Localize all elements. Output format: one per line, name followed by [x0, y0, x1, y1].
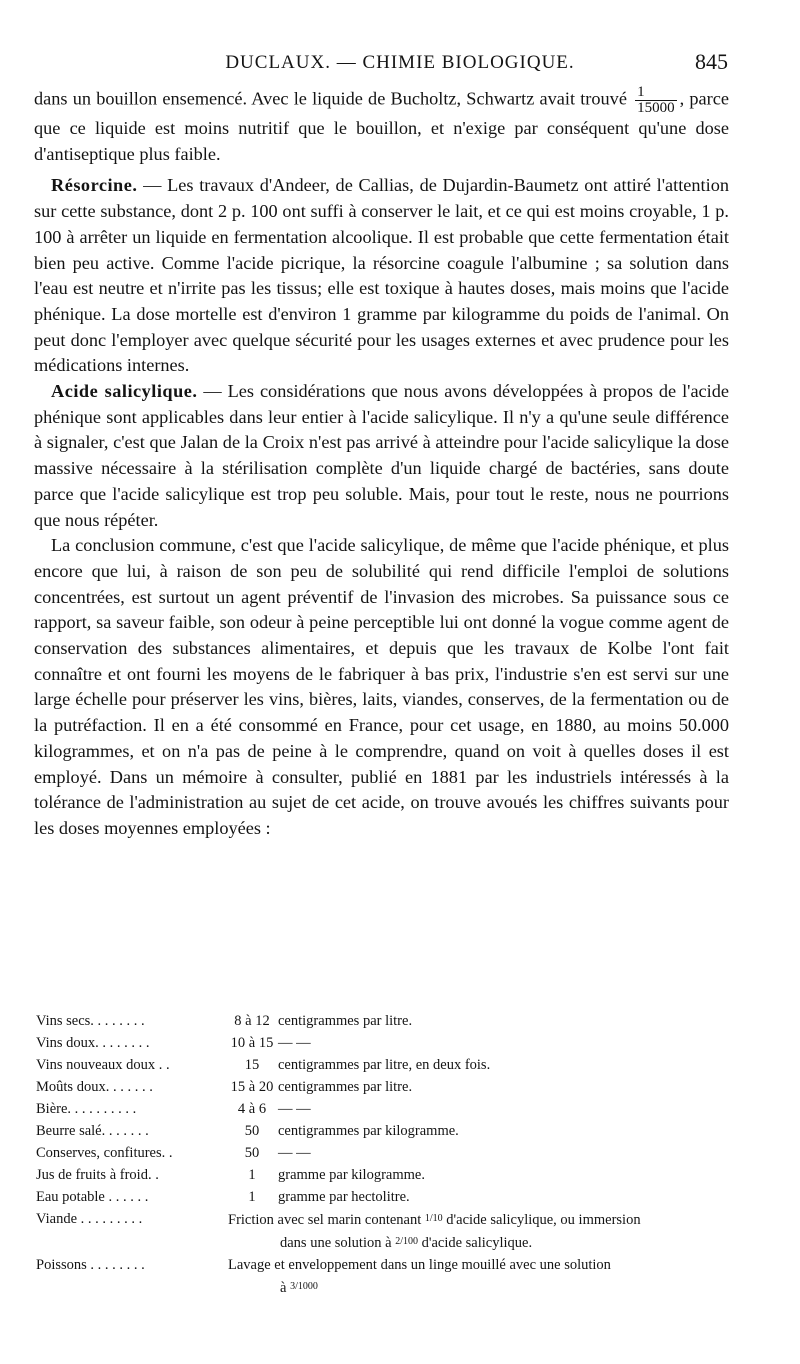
table-row [36, 1142, 746, 1164]
viande-line-1 [226, 1208, 746, 1231]
table-cell: Beurre salé. . . . . . . [36, 1123, 149, 1139]
paragraph-text: , parce que ce liquide est moins nutritif que le bouillon, et n'exige par conséquent qu'une dose d'antiseptique plus faible. [34, 88, 729, 164]
table-row [36, 1098, 746, 1120]
table-cell: Poissons . . . . . . . . [36, 1257, 145, 1273]
table-cell [226, 1208, 746, 1254]
fraction [635, 85, 677, 116]
table-cell: 1 [248, 1167, 256, 1183]
table-cell: 4 à 6 [237, 1101, 267, 1117]
table-cell: Vins nouveaux doux . . [36, 1057, 170, 1073]
table-cell: 15 [244, 1057, 260, 1073]
table-cell: gramme par hectolitre. [278, 1189, 410, 1205]
table-cell: Conserves, confitures. . [36, 1145, 173, 1161]
table-cell: Bière. . . . . . . . . . [36, 1101, 137, 1117]
text-span: Friction avec sel marin contenant [228, 1212, 422, 1228]
table-row [36, 1186, 746, 1208]
section-heading-resorcine: Résorcine. [51, 175, 138, 196]
table-cell: centigrammes par litre, en deux fois. [278, 1057, 491, 1073]
paragraph-bouillon [34, 85, 729, 167]
table-row [36, 1208, 746, 1254]
paragraph-acide-salicylique [34, 379, 729, 533]
fraction-denominator: 15000 [637, 100, 675, 116]
table-cell: — — [278, 1035, 311, 1051]
poissons-line-2 [226, 1276, 746, 1299]
table-cell: Eau potable . . . . . . [36, 1189, 149, 1205]
fraction: 2/100 [395, 1236, 418, 1247]
table-cell: centigrammes par litre. [278, 1079, 413, 1095]
table-cell: Viande . . . . . . . . . [36, 1211, 143, 1227]
fraction: 3/1000 [290, 1281, 318, 1292]
viande-line-2 [226, 1231, 746, 1254]
doses-table [36, 1010, 746, 1299]
text-span: à [280, 1280, 287, 1296]
table-cell: Jus de fruits à froid. . [36, 1167, 159, 1183]
table-cell: Vins secs. . . . . . . . [36, 1013, 145, 1029]
fraction: 1/10 [424, 1213, 443, 1224]
paragraph-resorcine [34, 173, 729, 379]
table-cell: 1 [248, 1189, 256, 1205]
paragraph-conclusion: La conclusion commune, c'est que l'acide salicylique, de même que l'acide phénique, et plus encore que lui, à raison de son peu de solubilité qui rend difficile l'emploi de solutions concentrées, est surtout un agent préventif de l'invasion des microbes. Sa puissance sous ce rapport, sa saveur faible, son odeur à peine perceptible lui ont donné la vogue comme agent de conservation des substances alimentaires, et depuis que les travaux de Kolbe l'ont fait connaître et ont fourni les moyens de le fabriquer à bas prix, l'industrie s'en est servi sur une large échelle pour préserver les vins, bières, laits, viandes, conserves, de la fermentation ou de la putréfaction. Il en a été consommé en France, pour cet usage, en 1880, au moins 50.000 kilogrammes, et on n'a pas de peine à le comprendre, quand on voit à quelles doses il est employé. Dans un mémoire à consulter, publié en 1881 par les industriels intéressés à la tolérance de l'administration au sujet de cet acide, on trouve avoués les chiffres suivants pour les doses moyennes employées : [34, 535, 729, 838]
table-row [36, 1164, 746, 1186]
text-span: d'acide salicylique, ou immersion [446, 1212, 641, 1228]
table-cell: 50 [244, 1145, 260, 1161]
table-cell: 8 à 12 [234, 1013, 270, 1029]
section-heading-acide-salicylique: Acide salicylique. [51, 381, 198, 402]
body-text [34, 85, 729, 842]
table-cell: — — [278, 1101, 311, 1117]
table-row [36, 1054, 746, 1076]
table-row [36, 1120, 746, 1142]
table-row [36, 1254, 746, 1299]
text-span: dans une solution à [280, 1235, 392, 1251]
table-cell: — — [278, 1145, 311, 1161]
table-cell: Vins doux. . . . . . . . [36, 1035, 150, 1051]
paragraph-text: — Les travaux d'Andeer, de Callias, de Dujardin-Baumetz ont attiré l'attention sur cette substance, dont 2 p. 100 ont suffi à conserver le lait, et ce qui est moins croyable, 1 p. 100 à arrêter un liquide en fermentation alcoolique. Il est probable que cette fermentation était bien peu active. Comme l'acide picrique, la résorcine coagule l'albumine ; sa solution dans l'eau est neutre et n'irrite pas les tissus; elle est toxique à hautes doses, mais moins que l'acide phénique. La dose mortelle est d'environ 1 gramme par kilogramme du poids de l'animal. On peut donc l'employer avec quelque sécurité pour les usages externes et avec prudence pour les médications internes. [34, 175, 729, 376]
table-cell: gramme par kilogramme. [278, 1167, 425, 1183]
table-cell: centigrammes par kilogramme. [278, 1123, 459, 1139]
poissons-line-1: Lavage et enveloppement dans un linge mouillé avec une solution [228, 1257, 611, 1273]
table-cell: 15 à 20 [230, 1079, 274, 1095]
running-head: DUCLAUX. — CHIMIE BIOLOGIQUE. [225, 52, 575, 73]
paragraph-text: — Les considérations que nous avons développées à propos de l'acide phénique sont applicables dans leur entier à l'acide salicylique. Il n'y a qu'une seule différence à signaler, c'est que Jalan de la Croix n'est pas arrivé à atteindre pour l'acide salicylique la dose massive nécessaire à la stérilisation complète d'un liquide chargé de bactéries, sans doute parce que l'acide salicylique est trop peu soluble. Mais, pour tout le reste, nous ne pourrions que nous répéter. [34, 381, 730, 530]
page-number: 845 [695, 49, 728, 74]
table-cell: 10 à 15 [230, 1035, 274, 1051]
paragraph-text: dans un bouillon ensemencé. Avec le liquide de Bucholtz, Schwartz avait trouvé [34, 88, 627, 109]
table-row [36, 1010, 746, 1032]
table-cell [226, 1254, 746, 1299]
table-row [36, 1032, 746, 1054]
text-span: d'acide salicylique. [421, 1235, 533, 1251]
table-row [36, 1076, 746, 1098]
page-header [0, 49, 800, 80]
table-cell: Moûts doux. . . . . . . [36, 1079, 153, 1095]
table-cell: 50 [244, 1123, 260, 1139]
table-cell: centigrammes par litre. [278, 1013, 413, 1029]
fraction-numerator: 1 [635, 85, 677, 101]
